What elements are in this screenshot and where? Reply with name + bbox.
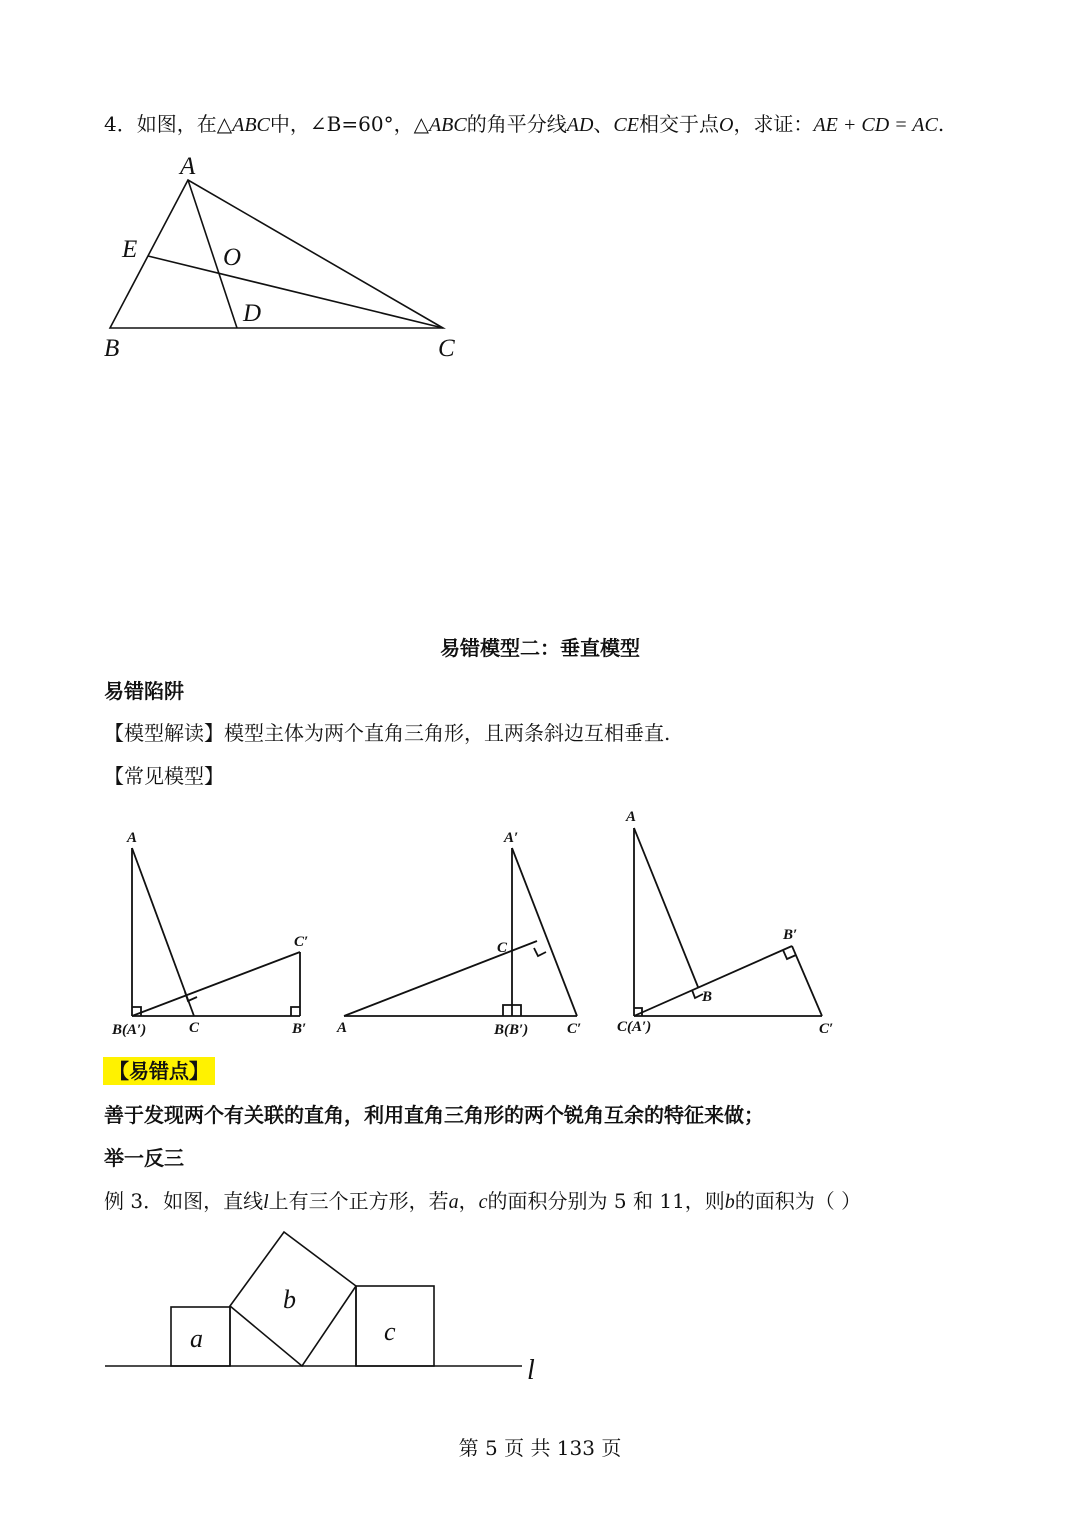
label-E: E	[122, 236, 138, 263]
d2-label-C-prime: C′	[567, 1021, 582, 1037]
d2-label-C: C	[497, 940, 508, 956]
d2-label-A: A	[337, 1020, 348, 1036]
d2-label-A-prime: A′	[504, 830, 519, 846]
practice-heading: 举一反三	[104, 1146, 184, 1170]
section-title: 易错模型二：垂直模型	[440, 636, 640, 660]
d1-label-A: A	[127, 830, 138, 846]
page-footer: 第 5 页 共 133 页	[458, 1436, 622, 1460]
d1-label-B-prime: B′	[292, 1021, 307, 1037]
d2-label-BB: B(B′)	[494, 1022, 529, 1038]
d3-label-C-prime: C′	[819, 1021, 834, 1037]
bisector-ce	[148, 256, 443, 328]
label-l: l	[527, 1355, 535, 1386]
triangle-abc-figure	[0, 0, 1080, 400]
model-reading: 【模型解读】模型主体为两个直角三角形，且两条斜边互相垂直.	[104, 721, 671, 745]
perpendicular-models-figure	[0, 800, 1080, 1045]
problem-4-statement: 4．如图，在△ABC中，∠B=60°，△ABC的角平分线AD、CE相交于点O，求证：AE + CD = AC.	[104, 112, 945, 136]
d1-label-BA: B(A′)	[112, 1022, 147, 1038]
d3-label-B: B	[702, 989, 713, 1005]
example-3-statement: 例 3．如图，直线l上有三个正方形，若a，c的面积分别为 5 和 11，则b的面积为（ ）	[104, 1189, 862, 1213]
common-models-label: 【常见模型】	[104, 764, 224, 788]
d3-label-B-prime: B′	[783, 927, 798, 943]
label-D: D	[243, 300, 262, 327]
label-a: a	[190, 1324, 203, 1353]
d3-label-A: A	[626, 809, 637, 825]
label-b: b	[283, 1285, 296, 1314]
label-c: c	[384, 1317, 396, 1346]
label-C: C	[438, 335, 455, 362]
d3-label-CA: C(A′)	[617, 1019, 652, 1035]
model-diagram-1	[132, 848, 300, 1016]
mistake-point-text: 善于发现两个有关联的直角，利用直角三角形的两个锐角互余的特征来做；	[104, 1103, 764, 1127]
mistake-point-label: 【易错点】	[103, 1057, 215, 1085]
triangle-abc	[110, 180, 443, 328]
d1-label-C-prime: C′	[294, 934, 309, 950]
squares-on-line-figure	[0, 1220, 1080, 1390]
model-diagram-2	[344, 848, 577, 1016]
trap-heading: 易错陷阱	[104, 679, 184, 703]
label-A: A	[180, 153, 196, 180]
label-B: B	[104, 335, 120, 362]
label-O: O	[223, 244, 242, 271]
model-diagram-3	[634, 828, 822, 1016]
d1-label-C: C	[189, 1020, 200, 1036]
